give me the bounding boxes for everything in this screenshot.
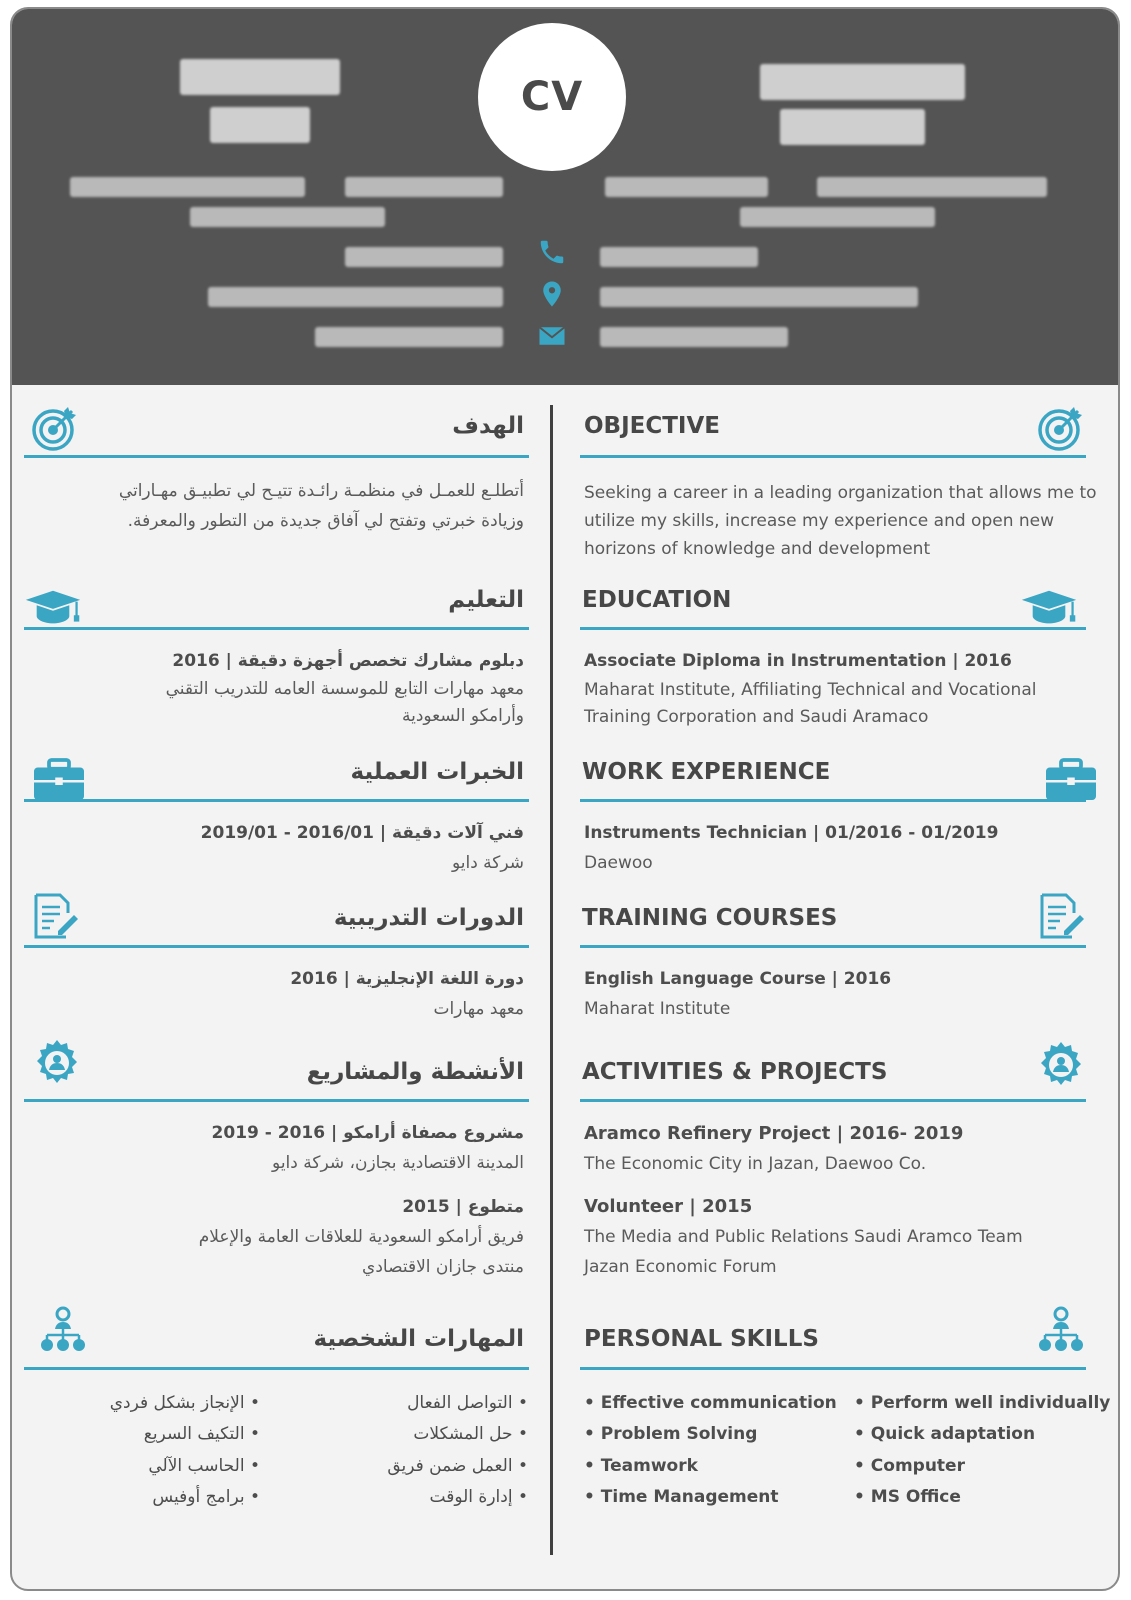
redacted-info-en-2 [817, 177, 1047, 197]
activities-p1-desc-ar: المدينة الاقتصادية بجازن، شركة دايو [272, 1153, 524, 1173]
skill-ar-5: • الإنجاز بشكل فردي [109, 1393, 260, 1413]
work-heading-en: Instruments Technician | 01/2016 - 01/2019 [584, 823, 999, 843]
objective-line-en-3: horizons of knowledge and development [584, 539, 931, 559]
column-divider [550, 405, 553, 1555]
cv-badge: CV [478, 23, 626, 171]
redacted-email-en [600, 327, 788, 347]
redacted-name-ar [180, 59, 340, 95]
redacted-info-ar-3 [190, 207, 385, 227]
objective-line-ar-1: أتطلـع للعمـل في منظمـة رائـدة تتيـح لي تطبيـق مهـاراتي [118, 481, 524, 501]
work-rule-ar [24, 799, 529, 802]
education-line-en-1: Maharat Institute, Affiliating Technical and Vocational [584, 680, 1037, 700]
header [12, 9, 1118, 385]
objective-title-en: OBJECTIVE [584, 413, 720, 439]
work-company-en: Daewoo [584, 853, 653, 873]
education-line-ar-1: معهد مهارات التابع للموسسة العامه للتدريب التقني [165, 679, 524, 699]
phone-icon [537, 237, 567, 267]
redacted-address-en [600, 287, 918, 307]
target-icon [1032, 403, 1090, 453]
objective-line-en-1: Seeking a career in a leading organization that allows me to [584, 483, 1097, 503]
training-title-en: TRAINING COURSES [582, 905, 838, 931]
training-heading-en: English Language Course | 2016 [584, 969, 892, 989]
activities-p2-line2-en: Jazan Economic Forum [584, 1257, 777, 1277]
activities-p1-heading-ar: مشروع مصفاة أرامكو | 2016 - 2019 [211, 1123, 524, 1143]
activities-p2-line1-en: The Media and Public Relations Saudi Aramco Team [584, 1227, 1023, 1247]
redacted-phone-ar [345, 247, 503, 267]
skill-ar-6: • التكيف السريع [143, 1424, 260, 1444]
activities-p2-heading-ar: متطوع | 2015 [402, 1197, 524, 1217]
education-rule-en [580, 627, 1086, 630]
location-pin-icon [537, 279, 567, 309]
activities-rule-ar [24, 1099, 529, 1102]
activities-rule-en [580, 1099, 1086, 1102]
training-heading-ar: دورة اللغة الإنجليزية | 2016 [290, 969, 524, 989]
training-title-ar: الدورات التدريبية [333, 905, 524, 931]
activities-title-en: ACTIVITIES & PROJECTS [582, 1059, 888, 1085]
activities-p1-desc-en: The Economic City in Jazan, Daewoo Co. [584, 1154, 927, 1174]
work-title-en: WORK EXPERIENCE [582, 759, 831, 785]
education-heading-en: Associate Diploma in Instrumentation | 2016 [584, 651, 1012, 671]
skill-en-1: • Effective communication [584, 1393, 837, 1413]
skills-title-ar: المهارات الشخصية [313, 1326, 524, 1352]
redacted-info-en-3 [740, 207, 935, 227]
training-rule-en [580, 945, 1086, 948]
redacted-info-ar [70, 177, 305, 197]
skill-ar-2: • حل المشكلات [413, 1424, 528, 1444]
skill-ar-8: • برامج أوفيس [152, 1487, 260, 1507]
education-title-ar: التعليم [448, 587, 524, 613]
skill-ar-7: • الحاسب الآلي [148, 1456, 260, 1476]
redacted-name-en-2 [780, 109, 925, 145]
redacted-name-ar-2 [210, 107, 310, 143]
skill-en-2: • Problem Solving [584, 1424, 758, 1444]
work-company-ar: شركة دايو [451, 853, 524, 873]
document-pen-icon [26, 891, 84, 941]
gear-icon [1032, 1039, 1090, 1089]
gear-icon [28, 1037, 86, 1087]
objective-title-ar: الهدف [452, 413, 524, 439]
education-heading-ar: دبلوم مشارك تخصص أجهزة دقيقة | 2016 [172, 651, 524, 671]
redacted-info-ar-2 [345, 177, 503, 197]
skills-rule-en [580, 1367, 1086, 1370]
work-rule-en [580, 799, 1086, 802]
envelope-icon [537, 321, 567, 351]
objective-line-en-2: utilize my skills, increase my experience and open new [584, 511, 1055, 531]
education-rule-ar [24, 627, 529, 630]
briefcase-icon [1042, 755, 1100, 805]
objective-rule-ar [24, 455, 529, 458]
work-title-ar: الخبرات العملية [350, 759, 524, 785]
skill-en-3: • Teamwork [584, 1456, 698, 1476]
redacted-phone-en [600, 247, 758, 267]
document-pen-icon [1032, 891, 1090, 941]
objective-line-ar-2: وزيادة خبرتي وتفتح لي آفاق جديدة من التطور والمعرفة. [127, 511, 524, 531]
education-line-en-2: Training Corporation and Saudi Aramaco [584, 707, 929, 727]
skill-en-5: • Perform well individually [854, 1393, 1111, 1413]
training-rule-ar [24, 945, 529, 948]
education-title-en: EDUCATION [582, 587, 732, 613]
activities-p2-line2-ar: منتدى جازان الاقتصادي [362, 1257, 524, 1277]
activities-title-ar: الأنشطة والمشاريع [306, 1059, 524, 1085]
team-hierarchy-icon [1032, 1305, 1090, 1355]
skill-en-7: • Computer [854, 1456, 965, 1476]
skill-ar-1: • التواصل الفعال [407, 1393, 528, 1413]
skill-ar-4: • إدارة الوقت [429, 1487, 528, 1507]
graduation-cap-icon [1020, 583, 1078, 633]
team-hierarchy-icon [34, 1305, 92, 1355]
skills-rule-ar [24, 1367, 529, 1370]
skill-en-6: • Quick adaptation [854, 1424, 1036, 1444]
training-org-en: Maharat Institute [584, 999, 731, 1019]
activities-p1-heading-en: Aramco Refinery Project | 2016- 2019 [584, 1123, 964, 1144]
education-line-ar-2: وأرامكو السعودية [401, 706, 524, 726]
briefcase-icon [30, 755, 88, 805]
skill-ar-3: • العمل ضمن فريق [387, 1456, 528, 1476]
redacted-email-ar [315, 327, 503, 347]
cv-page [10, 7, 1120, 1591]
objective-rule-en [580, 455, 1086, 458]
graduation-cap-icon [24, 583, 82, 633]
activities-p2-heading-en: Volunteer | 2015 [584, 1196, 753, 1217]
training-org-ar: معهد مهارات [433, 999, 524, 1019]
redacted-address-ar [208, 287, 503, 307]
skill-en-4: • Time Management [584, 1487, 779, 1507]
work-heading-ar: فني آلات دقيقة | 2016/01 - 2019/01 [200, 823, 524, 843]
target-icon [26, 403, 84, 453]
skill-en-8: • MS Office [854, 1487, 961, 1507]
redacted-name-en [760, 64, 965, 100]
skills-title-en: PERSONAL SKILLS [584, 1326, 819, 1352]
activities-p2-line1-ar: فريق أرامكو السعودية للعلاقات العامة والإعلام [198, 1227, 524, 1247]
redacted-info-en [605, 177, 768, 197]
